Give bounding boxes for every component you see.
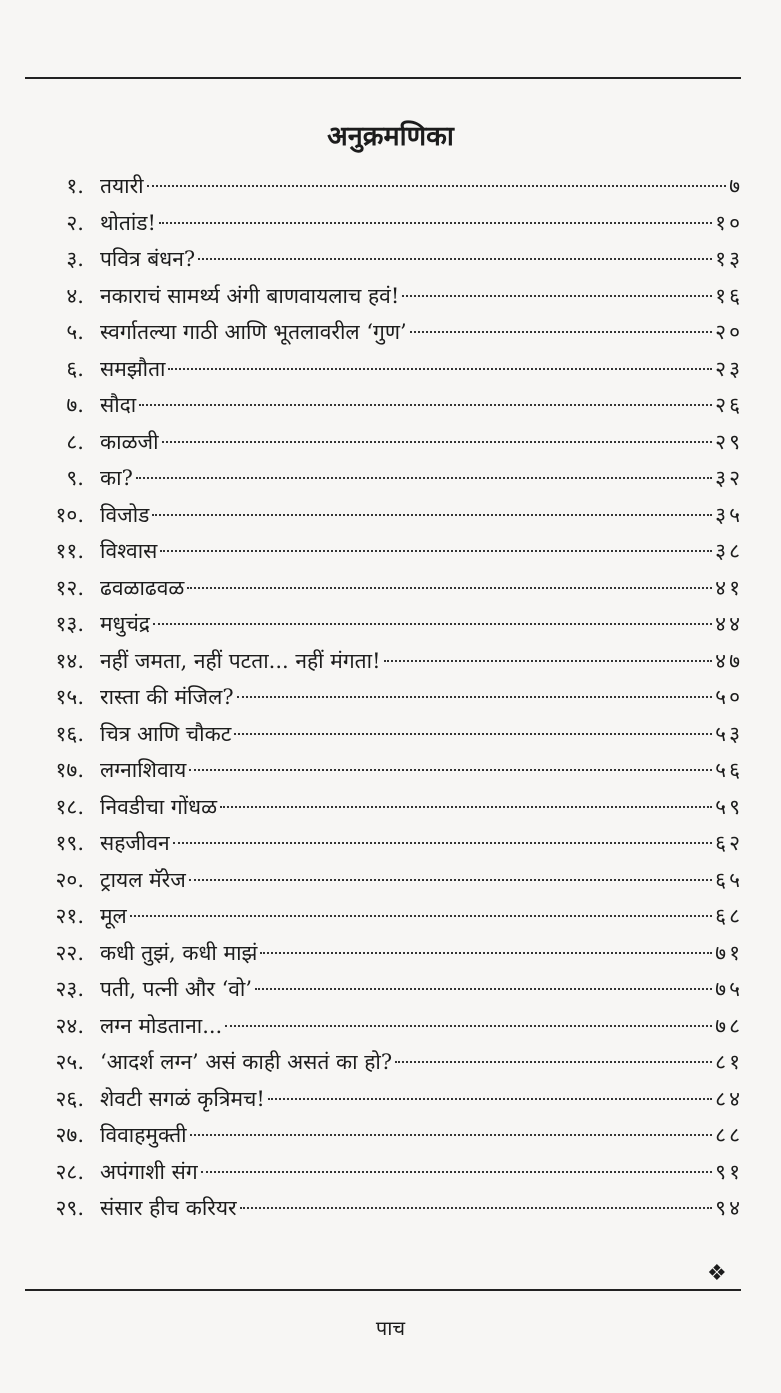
entry-title: समझौता <box>100 356 166 381</box>
dot-leader <box>139 404 712 406</box>
dot-leader <box>162 441 713 443</box>
dot-leader <box>173 842 712 844</box>
toc-entry <box>0 1008 781 1044</box>
entry-title: सौदा <box>100 393 137 417</box>
entry-page: ७१ <box>715 940 743 965</box>
entry-title: विवाहमुक्ती <box>100 1123 187 1147</box>
entry-page: ६५ <box>715 867 743 892</box>
entry-page: ५० <box>715 685 743 709</box>
entry-number: १३. <box>55 612 84 636</box>
dot-leader <box>395 1061 712 1063</box>
dot-leader <box>201 1171 713 1173</box>
toc-entry <box>0 278 781 314</box>
dot-leader <box>260 952 712 954</box>
entry-title: का? <box>100 466 133 490</box>
dot-leader <box>152 514 712 516</box>
entry-page: ४७ <box>715 648 743 673</box>
toc-entry <box>0 898 781 934</box>
toc-entry <box>0 460 781 496</box>
toc-entry <box>0 752 781 788</box>
entry-page: २० <box>715 320 743 344</box>
entry-title: शेवटी सगळं कृत्रिमच! <box>100 1086 265 1111</box>
entry-number: ८. <box>66 429 84 454</box>
entry-title: अपंगाशी संग <box>100 1159 198 1184</box>
toc-entry <box>0 1154 781 1190</box>
entry-title: पती, पत्नी और ‘वो’ <box>100 977 253 1001</box>
entry-number: २७. <box>55 1123 84 1147</box>
entry-title: लग्नाशिवाय <box>100 758 187 782</box>
entry-page: ७८ <box>715 1013 743 1038</box>
entry-number: ४. <box>66 283 84 308</box>
toc-entry <box>0 497 781 533</box>
entry-number: ९. <box>66 466 84 490</box>
toc-entry <box>0 789 781 825</box>
entry-title: मधुचंद्र <box>100 612 150 636</box>
four-diamond-ornament-icon: ❖ <box>707 1261 727 1286</box>
entry-page: ३५ <box>715 502 743 527</box>
entry-number: २१. <box>55 904 84 928</box>
entry-number: ११. <box>55 539 84 563</box>
entry-page: ८१ <box>715 1050 743 1074</box>
entry-title: नहीं जमता, नहीं पटता... नहीं मंगता! <box>100 648 381 673</box>
toc-entry <box>0 424 781 460</box>
entry-title: सहजीवन <box>100 831 170 855</box>
entry-number: १७. <box>55 758 84 782</box>
dot-leader <box>240 1207 713 1209</box>
entry-title: ‘आदर्श लग्न’ असं काही असतं का हो? <box>100 1050 393 1074</box>
entry-number: ५. <box>66 320 84 344</box>
entry-number: २६. <box>55 1086 84 1111</box>
entry-number: २५. <box>55 1050 84 1074</box>
entry-number: १६. <box>55 721 84 746</box>
entry-title: तयारी <box>100 174 144 198</box>
entry-title: विजोड <box>100 502 150 527</box>
dot-leader <box>234 733 712 735</box>
dot-leader <box>225 1025 712 1027</box>
dot-leader <box>153 623 712 625</box>
dot-leader <box>220 806 712 808</box>
dot-leader <box>147 185 726 187</box>
entry-title: काळजी <box>100 429 159 454</box>
toc-entry <box>0 1081 781 1117</box>
entry-title: ट्रायल मॅरेज <box>100 867 186 892</box>
toc-entry <box>0 716 781 752</box>
dot-leader <box>237 696 713 698</box>
entry-number: २९. <box>55 1196 84 1220</box>
toc-entry <box>0 862 781 898</box>
toc-entry <box>0 1117 781 1153</box>
entry-page: ७५ <box>715 977 743 1001</box>
toc-entry <box>0 168 781 204</box>
entry-number: १९. <box>55 831 84 855</box>
entry-title: ढवळाढवळ <box>100 575 185 600</box>
entry-page: ३२ <box>715 466 743 490</box>
entry-page: ९१ <box>715 1159 743 1184</box>
toc-entry <box>0 1190 781 1226</box>
dot-leader <box>130 915 712 917</box>
entry-title: कधी तुझं, कधी माझं <box>100 940 258 965</box>
toc-entry <box>0 1044 781 1080</box>
entry-title: निवडीचा गोंधळ <box>100 794 218 819</box>
dot-leader <box>190 1134 713 1136</box>
dot-leader <box>168 368 712 370</box>
entry-page: ६२ <box>715 831 743 855</box>
toc-entry <box>0 825 781 861</box>
toc-entry <box>0 314 781 350</box>
entry-page: ९४ <box>715 1196 743 1220</box>
entry-title: रास्ता की मंजिल? <box>100 685 234 709</box>
entry-page: २६ <box>715 393 743 417</box>
entry-page: १३ <box>715 247 743 271</box>
toc-entry <box>0 387 781 423</box>
entry-number: २०. <box>55 867 84 892</box>
toc-entry <box>0 351 781 387</box>
entry-page: ५३ <box>715 721 743 746</box>
entry-title: पवित्र बंधन? <box>100 247 196 271</box>
dot-leader <box>198 258 712 260</box>
entry-page: १६ <box>715 283 743 308</box>
entry-page: ३८ <box>715 539 743 563</box>
page-title: अनुक्रमणिका <box>327 121 454 152</box>
entry-title: संसार हीच करियर <box>100 1196 237 1220</box>
entry-page: ८८ <box>715 1123 743 1147</box>
dot-leader <box>384 660 713 662</box>
dot-leader <box>255 988 712 990</box>
dot-leader <box>187 587 712 589</box>
entry-number: १२. <box>55 575 84 600</box>
top-rule <box>25 77 741 79</box>
toc-entry <box>0 935 781 971</box>
entry-title: नकाराचं सामर्थ्य अंगी बाणवायलाच हवं! <box>100 283 400 308</box>
entry-number: १५. <box>55 685 84 709</box>
entry-page: ६८ <box>715 904 743 928</box>
entry-page: ४४ <box>715 612 743 636</box>
entry-number: २३. <box>55 977 84 1001</box>
dot-leader <box>160 550 712 552</box>
entry-number: १४. <box>55 648 84 673</box>
entry-number: २. <box>66 210 84 235</box>
entry-page: ४१ <box>715 575 743 600</box>
entry-page: १० <box>715 210 743 235</box>
dot-leader <box>159 222 712 224</box>
entry-title: विश्वास <box>100 539 158 563</box>
toc-entry <box>0 606 781 642</box>
entry-page: ५९ <box>715 794 743 819</box>
entry-number: २८. <box>55 1159 84 1184</box>
entry-number: ३. <box>66 247 84 271</box>
entry-number: २२. <box>55 940 84 965</box>
toc-entry <box>0 679 781 715</box>
entry-title: स्वर्गातल्या गाठी आणि भूतलावरील ‘गुण’ <box>100 320 407 344</box>
dot-leader <box>189 769 712 771</box>
page-number-footer: पाच <box>375 1316 406 1340</box>
dot-leader <box>136 477 712 479</box>
dot-leader <box>410 331 712 333</box>
dot-leader <box>268 1098 712 1100</box>
entry-number: ६. <box>66 356 84 381</box>
dot-leader <box>402 295 712 297</box>
entry-number: १८. <box>55 794 84 819</box>
entry-page: ५६ <box>715 758 743 782</box>
entry-number: ७. <box>66 393 84 417</box>
toc-entry <box>0 205 781 241</box>
toc-entry <box>0 570 781 606</box>
entry-title: लग्न मोडताना... <box>100 1013 223 1038</box>
dot-leader <box>189 879 712 881</box>
bottom-rule <box>25 1289 741 1291</box>
entry-page: ८४ <box>715 1086 743 1111</box>
toc-entry <box>0 241 781 277</box>
entry-number: २४. <box>55 1013 84 1038</box>
entry-title: चित्र आणि चौकट <box>100 721 232 746</box>
toc-entry <box>0 643 781 679</box>
entry-page: २९ <box>715 429 743 454</box>
toc-entry <box>0 971 781 1007</box>
entry-number: १०. <box>55 502 84 527</box>
toc-entry <box>0 533 781 569</box>
entry-title: थोतांड! <box>100 210 156 235</box>
entry-page: ७ <box>729 174 743 198</box>
entry-page: २३ <box>715 356 743 381</box>
entry-title: मूल <box>100 904 127 928</box>
entry-number: १. <box>66 174 84 198</box>
